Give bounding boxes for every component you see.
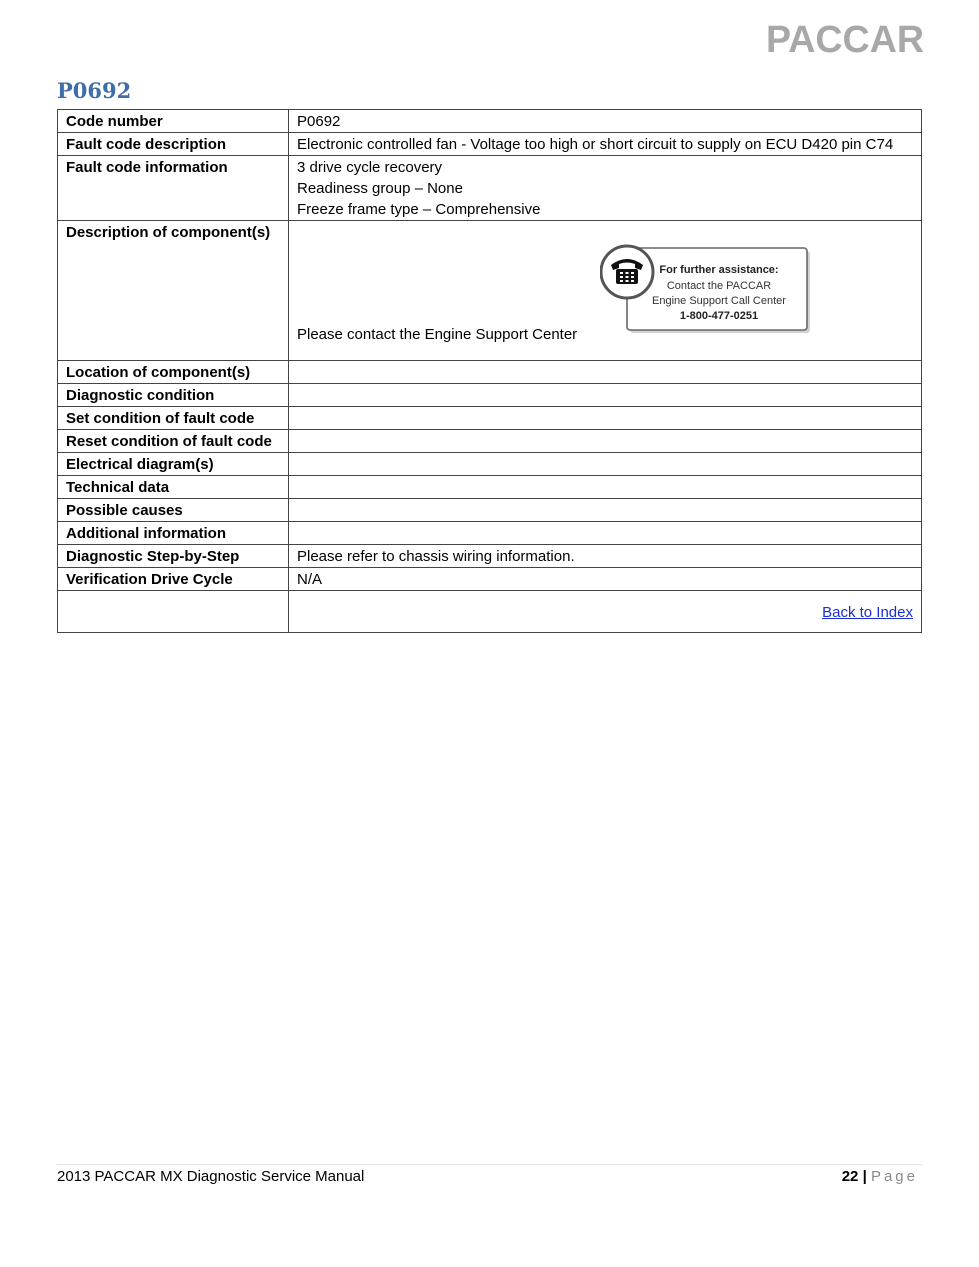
row-value bbox=[289, 499, 922, 522]
row-label: Location of component(s) bbox=[58, 361, 289, 384]
info-line: Readiness group – None bbox=[297, 180, 463, 197]
row-value: Electronic controlled fan - Voltage too high or short circuit to supply on ECU D420 pin C74 bbox=[289, 133, 922, 156]
back-link-cell bbox=[289, 591, 922, 633]
row-label: Electrical diagram(s) bbox=[58, 453, 289, 476]
table-row bbox=[58, 407, 922, 430]
table-row bbox=[58, 221, 922, 361]
logo-text: PACCAR bbox=[766, 19, 924, 56]
row-value bbox=[289, 156, 922, 221]
row-label: Diagnostic Step-by-Step bbox=[58, 545, 289, 568]
description-text: Please contact the Engine Support Center bbox=[297, 326, 578, 343]
row-value: Please refer to chassis wiring information. bbox=[289, 545, 922, 568]
row-value bbox=[289, 453, 922, 476]
row-value: P0692 bbox=[289, 110, 922, 133]
paccar-logo bbox=[766, 18, 924, 56]
table-row bbox=[58, 453, 922, 476]
row-value: N/A bbox=[289, 568, 922, 591]
info-line: Freeze frame type – Comprehensive bbox=[297, 201, 541, 218]
page-indicator bbox=[842, 1168, 918, 1185]
row-value bbox=[289, 430, 922, 453]
row-value bbox=[289, 476, 922, 499]
table-row bbox=[58, 133, 922, 156]
row-label: Code number bbox=[58, 110, 289, 133]
table-row bbox=[58, 110, 922, 133]
footer-divider bbox=[57, 1164, 922, 1165]
table-row bbox=[58, 156, 922, 221]
row-label: Technical data bbox=[58, 476, 289, 499]
assistance-line1: Contact the PACCAR bbox=[666, 280, 772, 292]
row-label: Fault code information bbox=[58, 156, 289, 221]
row-label: Verification Drive Cycle bbox=[58, 568, 289, 591]
table-row bbox=[58, 476, 922, 499]
table-row bbox=[58, 361, 922, 384]
row-label: Set condition of fault code bbox=[58, 407, 289, 430]
row-value bbox=[289, 522, 922, 545]
assistance-title: For further assistance: bbox=[659, 264, 779, 276]
table-row bbox=[58, 568, 922, 591]
row-value bbox=[289, 384, 922, 407]
table-row bbox=[58, 430, 922, 453]
back-to-index-link[interactable]: Back to Index bbox=[822, 604, 913, 621]
row-value bbox=[289, 221, 922, 361]
table-row bbox=[58, 384, 922, 407]
row-label: Reset condition of fault code bbox=[58, 430, 289, 453]
footer-manual-title: 2013 PACCAR MX Diagnostic Service Manual bbox=[57, 1168, 365, 1185]
row-label: Diagnostic condition bbox=[58, 384, 289, 407]
assistance-callout bbox=[600, 243, 812, 335]
row-value bbox=[289, 407, 922, 430]
page-word: Page bbox=[870, 1168, 918, 1185]
table-row bbox=[58, 499, 922, 522]
page-title: P0692 bbox=[57, 78, 132, 103]
row-label: Fault code description bbox=[58, 133, 289, 156]
page-number: 22 bbox=[841, 1168, 859, 1185]
page-separator: | bbox=[862, 1168, 867, 1185]
assistance-phone: 1-800-477-0251 bbox=[679, 310, 759, 322]
empty-cell bbox=[58, 591, 289, 633]
table-row bbox=[58, 522, 922, 545]
row-label: Additional information bbox=[58, 522, 289, 545]
row-label: Description of component(s) bbox=[58, 221, 289, 361]
row-label: Possible causes bbox=[58, 499, 289, 522]
info-line: 3 drive cycle recovery bbox=[297, 159, 443, 176]
table-row bbox=[58, 545, 922, 568]
table-row bbox=[58, 591, 922, 633]
assistance-line2: Engine Support Call Center bbox=[652, 295, 786, 307]
fault-code-table bbox=[57, 109, 922, 633]
row-value bbox=[289, 361, 922, 384]
